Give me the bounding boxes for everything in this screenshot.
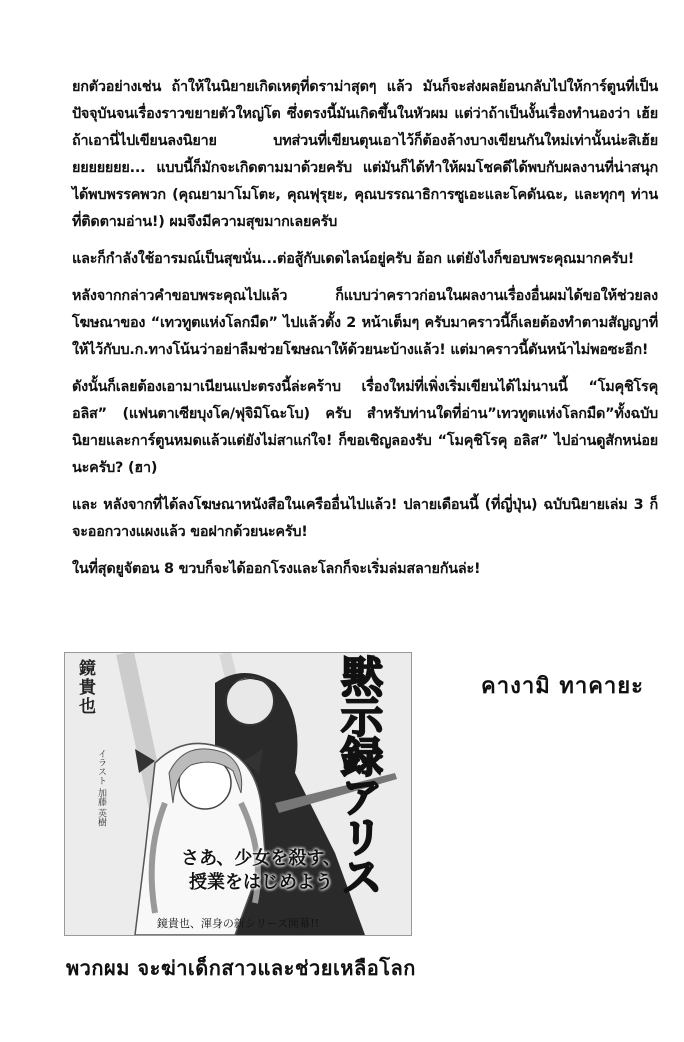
book-cover-ad: [64, 652, 412, 936]
paragraph: ยกตัวอย่างเช่น ถ้าให้ในนิยายเกิดเหตุที่ดราม่าสุดๆ แล้ว มันก็จะส่งผลย้อนกลับไปให้การ์ตูนที่เป็นปัจจุบันจนเรื่องราวขยายตัวใหญ่โต ซึ่งตรงนี้มันเกิดขึ้นในหัวผม แต่ว่าถ้าเป็นงั้นเรื่องทำนองว่า เฮ้ย ถ้าเอานี่ไปเขียนลงนิยาย บทส่วนที่เขียนตุนเอาไว้ก็ต้องล้างบางเขียนกันใหม่เท่านั้นน่ะสิเฮ้ยยยยยยยย... แบบนี้ก็มักจะเกิดตามมาด้วยครับ แต่มันก็ได้ทำให้ผมโชคดีได้พบกับผลงานที่น่าสนุก ได้พบพรรคพวก (คุณยามาโมโตะ, คุณฟุรุยะ, คุณบรรณาธิการซูเอะและโคดันฉะ, และทุกๆ ท่านที่ติดตามอ่าน!) ผมจึงมีความสุขมากเลยครับ: [72, 79, 658, 230]
cover-subtitle-line: さあ、少女を殺す、: [181, 848, 341, 869]
paragraph: และ หลังจากที่ได้ลงโฆษณาหนังสือในเครืออื่นไปแล้ว! ปลายเดือนนี้ (ที่ญี่ปุ่น) ฉบับนิยายเล่ม 3 ก็จะออกวางแผงแล้ว ขอฝากด้วยนะครับ!: [72, 497, 658, 540]
cover-subtitle-line: 授業をはじめよう: [189, 872, 333, 893]
paragraph: ดังนั้นก็เลยต้องเอามาเนียนแปะตรงนี้ล่ะคร้าบ เรื่องใหม่ที่เพิ่งเริ่มเขียนได้ไม่นานนี้ “โมคุชิโรคุ อลิส” (แฟนตาเซียบุงโค/ฟุจิมิโฉะโบ) ครับ สำหรับท่านใดที่อ่าน”เทวทูตแห่งโลกมืด”ทั้งฉบับนิยายและการ์ตูนหมดแล้วแต่ยังไม่สาแก่ใจ! ก็ขอเชิญลองรับ “โมคุชิโรคุ อลิส” ไปอ่านดูสักหน่อยนะครับ? (ฮา): [72, 379, 658, 476]
cover-illustrator-credit: イラスト 加藤 英樹: [96, 749, 106, 827]
tagline-slogan: พวกผม จะฆ่าเด็กสาวและช่วยเหลือโลก: [66, 956, 416, 980]
paragraph: ในที่สุดยูจัตอน 8 ขวบก็จะได้ออกโรงและโลกก็จะเริ่มล่มสลายกันล่ะ!: [72, 561, 481, 577]
cover-author-name: 鏡貴也: [75, 659, 95, 716]
paragraph: หลังจากกล่าวคำขอบพระคุณไปแล้ว ก็แบบว่าคราวก่อนในผลงานเรื่องอื่นผมได้ขอให้ช่วยลงโฆษณาของ “เทวทูตแห่งโลกมืด” ไปแล้วตั้ง 2 หน้าเต็มๆ ครับมาคราวนี้ก็เลยต้องทำตามสัญญาที่ให้ไว้กับบ.ก.ทางโน้นว่าอย่าลืมช่วยโฆษณาให้ด้วยนะบ้างแล้ว! แต่มาคราวนี้ดันหน้าไม่พอซะอีก!: [72, 288, 658, 358]
cover-title: 黙示録アリス: [335, 655, 384, 895]
cover-tagline: 鏡貴也、渾身の新シリーズ開幕!!: [156, 917, 320, 930]
body-text: [72, 74, 658, 593]
paragraph: และก็กำลังใช้อารมณ์เป็นสุขนั่น...ต่อสู้กับเดดไลน์อยู่ครับ อ้อก แต่ยังไงก็ขอบพระคุณมากครับ!: [72, 251, 635, 267]
cover-subtitle: [141, 847, 381, 895]
author-signature: คางามิ ทาคายะ: [481, 674, 644, 699]
